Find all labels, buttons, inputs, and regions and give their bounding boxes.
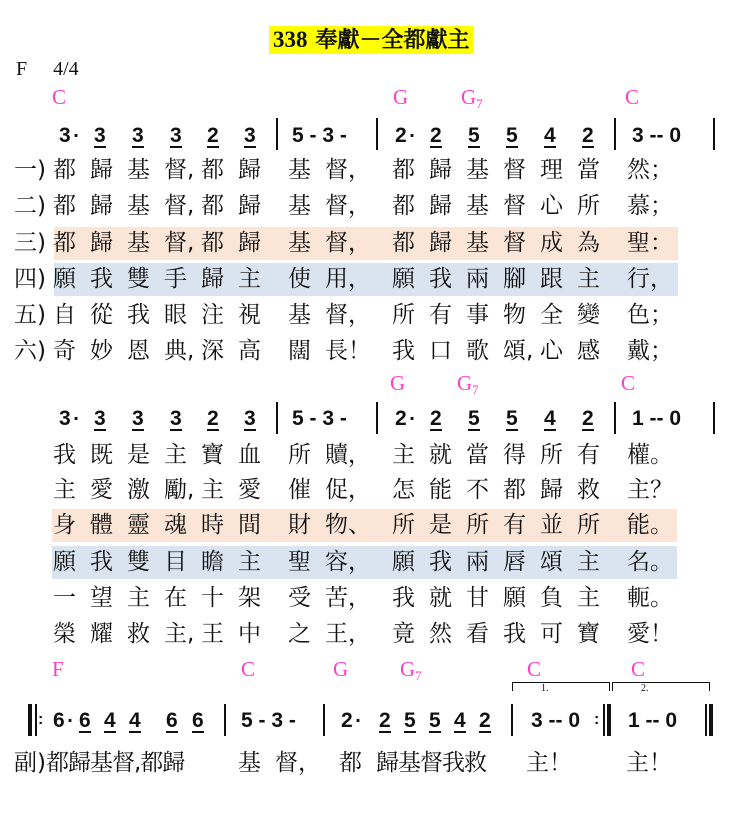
lyric: 都 [201, 193, 224, 219]
note: 5 [429, 709, 441, 732]
lyric: 主 [577, 549, 600, 575]
chord-label: G [390, 371, 406, 395]
lyric: 自 [53, 302, 76, 328]
verse-label: 二) [14, 193, 46, 219]
lyric: 所 [392, 302, 415, 328]
lyric: 基 [466, 230, 489, 256]
chord-label: G [393, 85, 409, 109]
lyric: 負 [540, 585, 563, 611]
lyric: 歸 [238, 193, 261, 219]
dot: · [73, 409, 80, 428]
lyric: 基 [127, 193, 150, 219]
lyric: 感 [577, 338, 600, 364]
lyric: 容， [325, 549, 371, 575]
barline [713, 402, 715, 434]
verse-label: 四) [14, 266, 46, 292]
lyric: 可 [540, 621, 563, 647]
lyric: 權。 [627, 442, 673, 468]
lyric: 間 [238, 512, 261, 538]
barline [614, 118, 616, 150]
lyric: 愛 [90, 477, 113, 503]
lyric: 激 [127, 477, 150, 503]
note: 5 [468, 407, 480, 430]
first-ending-bracket: 1. [512, 682, 610, 691]
lyric: 主 [577, 585, 600, 611]
lyric: 時 [201, 512, 224, 538]
lyric: 我 [392, 585, 415, 611]
lyric: 兩 [466, 549, 489, 575]
lyric: 基 [288, 302, 311, 328]
note: 3 [244, 407, 256, 430]
lyric: 中 [238, 621, 261, 647]
lyric: 聖： [627, 230, 673, 256]
lyric: 主 [53, 477, 76, 503]
lyric: 為 [577, 230, 600, 256]
barline [511, 704, 513, 736]
dot: · [409, 409, 416, 428]
repeat-end-thick-bar [607, 704, 611, 736]
lyric: 兩 [466, 266, 489, 292]
lyric: 督， [325, 230, 371, 256]
lyric: 主 [238, 549, 261, 575]
final-thin-bar [705, 704, 707, 736]
note: 6 [166, 709, 178, 732]
note: 4 [544, 407, 556, 430]
lyric: 在 [164, 585, 187, 611]
verse-label: 三) [14, 230, 46, 256]
note: 2 [207, 407, 219, 430]
lyric: 基 [288, 193, 311, 219]
lyric: 都 [503, 477, 526, 503]
note: 3 [132, 407, 144, 430]
lyric: 都 [392, 230, 415, 256]
lyric: 物、 [325, 512, 371, 538]
lyric: 督, [164, 157, 195, 183]
lyric: 主, [164, 621, 195, 647]
lyric: 我 [127, 302, 150, 328]
chord-label: F [52, 657, 64, 681]
lyric: 聖 [288, 549, 311, 575]
lyric: 基 [238, 750, 261, 776]
dot: · [409, 126, 416, 145]
note: 2 [341, 709, 353, 732]
dot: · [355, 711, 362, 730]
lyric: 督 [503, 157, 526, 183]
lyric: 歸 [238, 230, 261, 256]
note: 2 [582, 124, 594, 147]
lyric: 身 [53, 512, 76, 538]
lyric: 視 [238, 302, 261, 328]
lyric: 注 [201, 302, 224, 328]
lyric: 督 [503, 193, 526, 219]
lyric: 使 [288, 266, 311, 292]
lyric: 有 [429, 302, 452, 328]
lyric: 歸 [429, 230, 452, 256]
lyric: 並 [540, 512, 563, 538]
chord-label: $G_7$ [457, 371, 479, 397]
chord-label: $G_7$ [400, 657, 422, 683]
lyric: 基 [127, 157, 150, 183]
lyric: 願 [503, 585, 526, 611]
lyric: 能 [429, 477, 452, 503]
lyric: 基 [288, 157, 311, 183]
lyric: 基 [127, 230, 150, 256]
lyric: 主 [238, 266, 261, 292]
lyric: 所 [392, 512, 415, 538]
note: 2 [582, 407, 594, 430]
note: 3 [94, 407, 106, 430]
chord-label: $G_7$ [461, 85, 483, 111]
lyric: 督， [325, 302, 371, 328]
note: 5 [506, 124, 518, 147]
lyric: 瞻 [201, 549, 224, 575]
note: 1 -- 0 [628, 709, 678, 732]
note: 5 - 3 - [292, 407, 347, 430]
note: 5 [468, 124, 480, 147]
note: 5 - 3 - [292, 124, 347, 147]
lyric: 贖， [325, 442, 371, 468]
verse-label: 五) [14, 302, 46, 328]
lyric: 主 [577, 266, 600, 292]
refrain-label: 副) [14, 750, 46, 776]
lyric: 心 [540, 193, 563, 219]
lyric: 督， [325, 157, 371, 183]
note: 5 - 3 - [241, 709, 296, 732]
lyric: 愛！ [627, 621, 673, 647]
lyric: 所 [288, 442, 311, 468]
note: 3 -- 0 [632, 124, 682, 147]
lyric: 主 [392, 442, 415, 468]
lyric: 事 [466, 302, 489, 328]
barline [323, 704, 325, 736]
lyric: 得 [503, 442, 526, 468]
note: 1 -- 0 [632, 407, 682, 430]
lyric: 王 [201, 621, 224, 647]
repeat-end-thin-bar [603, 704, 605, 736]
lyric: 是 [127, 442, 150, 468]
lyric: 從 [90, 302, 113, 328]
lyric: 歌 [466, 338, 489, 364]
barline [376, 118, 378, 150]
lyric: 我 [392, 338, 415, 364]
lyric: 我 [429, 266, 452, 292]
lyric: 當 [577, 157, 600, 183]
lyric: 行， [627, 266, 673, 292]
lyric: 一 [53, 585, 76, 611]
lyric: 軛。 [627, 585, 673, 611]
lyric: 都 [339, 750, 362, 776]
lyric: 就 [429, 585, 452, 611]
lyric: 歸 [429, 193, 452, 219]
note: 4 [454, 709, 466, 732]
repeat-dots: : [594, 711, 600, 728]
lyric: 基 [466, 193, 489, 219]
lyric: 都 [53, 193, 76, 219]
lyric: 不 [466, 477, 489, 503]
lyric: 有 [503, 512, 526, 538]
barline [276, 402, 278, 434]
lyric: 望 [90, 585, 113, 611]
note: 4 [104, 709, 116, 732]
lyric: 督, [164, 193, 195, 219]
lyric: 頌 [540, 549, 563, 575]
barline [224, 704, 226, 736]
lyric: 靈 [127, 512, 150, 538]
lyric: 心 [540, 338, 563, 364]
lyric: 都 [201, 230, 224, 256]
lyric: 督， [275, 750, 321, 776]
lyric: 苦， [325, 585, 371, 611]
lyric: 頌, [503, 338, 534, 364]
key-signature [16, 58, 79, 81]
chord-label: C [52, 85, 67, 109]
note: 3 [244, 124, 256, 147]
lyric: 主 [201, 477, 224, 503]
note: 3 [59, 124, 71, 147]
lyric: 就 [429, 442, 452, 468]
lyric: 都 [392, 157, 415, 183]
lyric: 都 [201, 157, 224, 183]
lyric: 能。 [627, 512, 673, 538]
lyric: 典, [164, 338, 195, 364]
lyric: 唇 [503, 549, 526, 575]
lyric: 我 [90, 549, 113, 575]
note: 3 [170, 124, 182, 147]
chord-label: C [625, 85, 640, 109]
lyric: 血 [238, 442, 261, 468]
lyric: 當 [466, 442, 489, 468]
note: 2 [395, 124, 407, 147]
note: 2 [395, 407, 407, 430]
lyric: 願 [53, 266, 76, 292]
lyric: 甘 [466, 585, 489, 611]
chord-label: C [241, 657, 256, 681]
barline [376, 402, 378, 434]
lyric: 手 [164, 266, 187, 292]
lyric: 寶 [201, 442, 224, 468]
lyric: 榮 [53, 621, 76, 647]
lyric: 是 [429, 512, 452, 538]
lyric: 體 [90, 512, 113, 538]
dot: · [67, 711, 74, 730]
lyric: 奇 [53, 338, 76, 364]
lyric: 勵, [164, 477, 195, 503]
barline [614, 402, 616, 434]
lyric: 都 [392, 193, 415, 219]
lyric: 雙 [127, 266, 150, 292]
lyric: 竟 [392, 621, 415, 647]
lyric: 高 [238, 338, 261, 364]
dot: · [73, 126, 80, 145]
lyric: 主 [164, 442, 187, 468]
lyric: 主！ [626, 750, 672, 776]
verse-label: 六) [14, 338, 46, 364]
time-signature: 4/4 [53, 58, 79, 80]
verse-label: 一) [14, 157, 46, 183]
lyric: 怎 [392, 477, 415, 503]
lyric: 歸基督我救 [376, 750, 486, 776]
hymn-title-text: 奉獻－全都獻主 [315, 28, 470, 53]
lyric: 我 [429, 549, 452, 575]
lyric: 然； [627, 157, 673, 183]
final-thick-bar [709, 704, 713, 736]
lyric: 然 [429, 621, 452, 647]
lyric: 色； [627, 302, 673, 328]
lyric: 所 [466, 512, 489, 538]
note: 5 [506, 407, 518, 430]
chord-label: C [631, 657, 646, 681]
repeat-dots: : [38, 711, 44, 728]
lyric: 眼 [164, 302, 187, 328]
lyric: 救 [127, 621, 150, 647]
lyric: 歸 [238, 157, 261, 183]
lyric: 基 [466, 157, 489, 183]
note: 4 [129, 709, 141, 732]
lyric: 我 [53, 442, 76, 468]
lyric: 腳 [503, 266, 526, 292]
lyric: 有 [577, 442, 600, 468]
lyric: 督 [503, 230, 526, 256]
lyric: 主？ [627, 477, 673, 503]
lyric: 魂 [164, 512, 187, 538]
lyric: 所 [540, 442, 563, 468]
lyric: 既 [90, 442, 113, 468]
lyric: 都 [53, 230, 76, 256]
lyric: 催 [288, 477, 311, 503]
lyric: 深 [201, 338, 224, 364]
lyric: 受 [288, 585, 311, 611]
lyric: 願 [392, 549, 415, 575]
lyric: 促， [325, 477, 371, 503]
key: F [16, 58, 28, 80]
lyric: 之 [288, 621, 311, 647]
lyric: 願 [53, 549, 76, 575]
barline [276, 118, 278, 150]
lyric: 歸 [201, 266, 224, 292]
chord-label: C [621, 371, 636, 395]
note: 3 [59, 407, 71, 430]
lyric: 歸 [90, 157, 113, 183]
lyric: 歸 [90, 193, 113, 219]
lyric: 理 [540, 157, 563, 183]
note: 2 [479, 709, 491, 732]
lyric: 十 [201, 585, 224, 611]
lyric: 口 [429, 338, 452, 364]
lyric: 歸 [90, 230, 113, 256]
lyric: 闊 [288, 338, 311, 364]
lyric: 財 [288, 512, 311, 538]
lyric: 長！ [325, 338, 371, 364]
lyric: 目 [164, 549, 187, 575]
note: 6 [53, 709, 65, 732]
note: 6 [79, 709, 91, 732]
lyric: 恩 [127, 338, 150, 364]
lyric: 我 [90, 266, 113, 292]
note: 3 [94, 124, 106, 147]
lyric: 基 [288, 230, 311, 256]
barline [713, 118, 715, 150]
lyric: 歸 [429, 157, 452, 183]
note: 3 [132, 124, 144, 147]
lyric: 都 [53, 157, 76, 183]
note: 2 [379, 709, 391, 732]
second-ending-bracket: 2. [612, 682, 710, 691]
lyric: 看 [466, 621, 489, 647]
lyric: 主 [127, 585, 150, 611]
note: 4 [544, 124, 556, 147]
lyric: 歸 [540, 477, 563, 503]
lyric: 雙 [127, 549, 150, 575]
lyric: 主！ [526, 750, 572, 776]
note: 2 [430, 407, 442, 430]
note: 6 [192, 709, 204, 732]
lyric: 督, [164, 230, 195, 256]
lyric: 所 [577, 512, 600, 538]
lyric: 救 [577, 477, 600, 503]
lyric: 王， [325, 621, 371, 647]
note: 2 [430, 124, 442, 147]
refrain-lyrics: 副)都歸基督,都歸 [14, 750, 185, 776]
lyric: 所 [577, 193, 600, 219]
note: 3 -- 0 [531, 709, 581, 732]
lyric: 全 [540, 302, 563, 328]
chord-label: G [333, 657, 349, 681]
hymn-number: 338 [273, 27, 308, 52]
lyric: 我 [503, 621, 526, 647]
lyric: 慕； [627, 193, 673, 219]
lyric: 跟 [540, 266, 563, 292]
hymn-title [269, 26, 474, 54]
repeat-start-thick-bar [28, 704, 32, 736]
lyric: 戴； [627, 338, 673, 364]
lyric: 寶 [577, 621, 600, 647]
lyric: 物 [503, 302, 526, 328]
lyric: 變 [577, 302, 600, 328]
lyric: 名。 [627, 549, 673, 575]
lyric: 願 [392, 266, 415, 292]
note: 3 [170, 407, 182, 430]
lyric: 成 [540, 230, 563, 256]
lyric: 架 [238, 585, 261, 611]
lyric: 督， [325, 193, 371, 219]
lyric: 耀 [90, 621, 113, 647]
note: 2 [207, 124, 219, 147]
lyric: 妙 [90, 338, 113, 364]
repeat-start-thin-bar [35, 704, 37, 736]
lyric: 用， [325, 266, 371, 292]
chord-label: C [527, 657, 542, 681]
lyric: 愛 [238, 477, 261, 503]
note: 5 [404, 709, 416, 732]
